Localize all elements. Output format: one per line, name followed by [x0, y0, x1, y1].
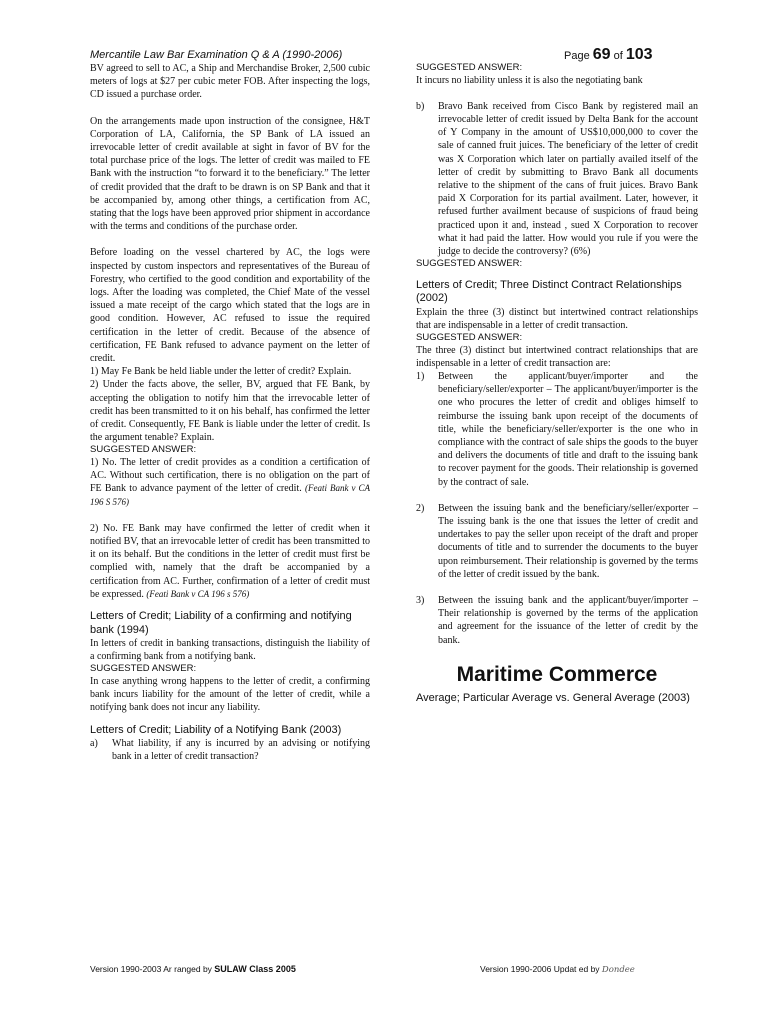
- item-label: 2): [416, 502, 425, 514]
- suggested-answer-label: SUGGESTED ANSWER:: [416, 62, 523, 73]
- case-citation: (Feati Bank v CA 196 S 576): [90, 483, 370, 507]
- case-citation: (Feati Bank v CA 196 s 576): [146, 588, 250, 599]
- footer-left: [90, 964, 296, 974]
- item-label: a): [90, 738, 98, 750]
- item-text: Between the issuing bank and the applicant/buyer/importer – Their relationship is governed by the terms of the application and agreement for the issuance of the letter of credit by the bank.: [438, 595, 698, 646]
- paragraph: BV agreed to sell to AC, a Ship and Merchandise Broker, 2,500 cubic meters of logs at $27 per cubic meter FOB. After inspecting the logs, CD issued a purchase order.: [90, 63, 370, 101]
- answer: It incurs no liability unless it is also the negotiating bank: [416, 74, 643, 86]
- topic-heading: Average; Particular Average vs. General Average (2003): [416, 691, 690, 704]
- item-label: b): [416, 100, 425, 112]
- list-item: [416, 594, 698, 647]
- section-title: Maritime Commerce: [456, 662, 658, 686]
- topic-heading: Letters of Credit; Liability of a Notifying Bank (2003): [90, 723, 342, 736]
- question-item: [416, 100, 698, 258]
- answer: [90, 456, 370, 509]
- suggested-answer-label: SUGGESTED ANSWER:: [90, 444, 197, 456]
- item-text: Bravo Bank received from Cisco Bank by registered mail an irrevocable letter of credit issued by Delta Bank for the account of Y Company in the amount of US$10,000,000 to cover the sale of canned fruit juices. The beneficiary of the letter of credit was X Corporation which later on partially availed itself of the letter of credit by submitting to Bravo Bank all documents relative to the shipment of the cans of fruit juices. Bravo Bank paid X Corporation for its partial availment. Later, however, it refused further availment because of suspicions of fraud being practiced upon it and, instead , sued X Corporation to recover what it had paid the latter. How would you rule if you were the judge to decide the controversy? (6%): [438, 100, 698, 257]
- page-label: Page: [564, 50, 590, 62]
- item-text: Between the issuing bank and the beneficiary/seller/exporter – The issuing bank is the one that issues the letter of credit and undertakes to pay the seller upon receipt of the draft and proper documents of title and to surrender the documents to the buyer upon reimbursement. Their relationship is governed by the terms of the letter of credit issued by the bank.: [438, 502, 698, 580]
- item-label: 3): [416, 595, 425, 606]
- left-column: [90, 62, 370, 763]
- of-label: of: [613, 50, 623, 62]
- list-item: [416, 370, 698, 489]
- question: 2) Under the facts above, the seller, BV, argued that FE Bank, by accepting the obligation to notify him that the irrevocable letter of credit has been transmitted to it on his behalf, has confirmed the letter of credit. Consequently, FE Bank is liable under the letter of credit. Is the argument tenable? Explain.: [90, 379, 370, 444]
- footer-left-text: Version 1990-2003 Ar ranged by: [90, 964, 215, 974]
- answer-text: 2) No. FE Bank may have confirmed the letter of credit when it notified BV, that an irrevocable letter of credit has been transmitted to it on its behalf. But the conditions in the letter of credit must first be complied with, namely that the draft be accompanied by a certification from AC. Further, confirmation of a letter of credit must be expressed.: [90, 522, 370, 600]
- page-total: 103: [625, 46, 653, 63]
- suggested-answer-label: SUGGESTED ANSWER:: [416, 332, 523, 344]
- item-text: Between the applicant/buyer/importer and the beneficiary/seller/exporter – The applicant/buyer/importer is the one who procures the letter of credit and obliges himself to reimburse the issuing bank upon receipt of the documents of title, while the beneficiary/seller/exporter is the one who in compliance with the contract of sale ships the goods to the buyer and delivers the documents of title and draft to the issuing bank to recover payment for the goods. Their relationship is governed by the contract of sale.: [438, 370, 698, 488]
- answer-text: 1) No. The letter of credit provides as a condition a certification of AC. Without such certification, there is no obligation on the part of FE Bank to advance payment of the letter of credit.: [90, 456, 370, 495]
- question: 1) May Fe Bank be held liable under the letter of credit? Explain.: [90, 366, 352, 378]
- question: In letters of credit in banking transactions, distinguish the liability of a confirming bank from a notifying bank.: [90, 638, 370, 663]
- topic-heading: Letters of Credit; Three Distinct Contract Relationships (2002): [416, 278, 682, 305]
- topic-heading: Letters of Credit; Liability of a confirming and notifying bank (1994): [90, 610, 352, 636]
- item-text: What liability, if any is incurred by an advising or notifying bank in a letter of credit transaction?: [112, 738, 370, 763]
- footer-editor-name: Dondee: [601, 965, 635, 975]
- answer: In case anything wrong happens to the letter of credit, a confirming bank incurs liability for the amount of the letter of credit, while a notifying bank does not incur any liability.: [90, 675, 370, 714]
- answer: [90, 522, 370, 601]
- footer-right: [480, 964, 635, 975]
- page-header-title: Mercantile Law Bar Examination Q & A (1990-2006): [90, 49, 343, 61]
- suggested-answer-label: SUGGESTED ANSWER:: [416, 258, 523, 270]
- item-label: 1): [416, 370, 425, 382]
- footer-right-text: Version 1990-2006 Updat ed by: [480, 964, 602, 974]
- paragraph: Before loading on the vessel chartered by AC, the logs were inspected by custom inspectors and representatives of the Bureau of Forestry, who certified to the good condition and exportability of the logs. After the loading was completed, the Chief Mate of the vessel issued a mate receipt of the cargo which stated that the logs are in good condition. However, AC refused to issue the required certification in the letter of credit. Because of the absence of certification, FE Bank refused to advance payment on the letter of credit.: [90, 247, 370, 365]
- right-column: [416, 62, 698, 705]
- list-item: [416, 502, 698, 581]
- question-item: [90, 737, 370, 763]
- question: Explain the three (3) distinct but intertwined contract relationships that are indispensable in a letter of credit transaction.: [416, 306, 698, 331]
- footer-left-bold: SULAW Class 2005: [214, 964, 296, 974]
- suggested-answer-label: SUGGESTED ANSWER:: [90, 663, 197, 675]
- page-number: 69: [592, 46, 611, 63]
- paragraph: The three (3) distinct but intertwined contract relationships that are indispensable in a letter of credit transaction are:: [416, 344, 698, 369]
- paragraph: On the arrangements made upon instruction of the consignee, H&T Corporation of LA, California, the SP Bank of LA issued an irrevocable letter of credit available at sight in favor of BV for the total purchase price of the logs. The letter of credit was mailed to FE Bank with the instruction “to forward it to the beneficiary.” The letter of credit provided that the draft to be drawn is on SP Bank and that it be accompanied by, among other things, a certification from AC, stating that the logs have been approved prior shipment in accordance with the terms and conditions of the purchase order.: [90, 115, 370, 233]
